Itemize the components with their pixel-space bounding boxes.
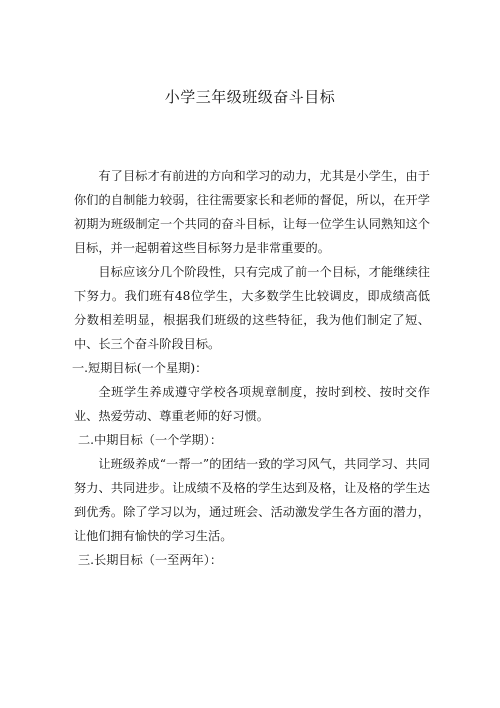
mid-term-heading: 二.中期目标（一个学期）： [78,433,223,447]
short-term-heading: 一.短期目标(一个星期)： [72,361,208,375]
intro-paragraph: 有了目标才有前进的方向和学习的动力，尤其是小学生，由于你们的自制能力较弱，往往需要家长和老师的督促，所以，在开学初期为班级制定一个共同的奋斗目标，让每一位学生认同熟知这个目标，并一起朝着这些目标努力是非常重要的。 [74,169,430,255]
short-term-paragraph: 全班学生养成遵守学校各项规章制度，按时到校、按时交作业、热爱劳动、尊重老师的好习惯。 [74,385,430,423]
document-body [74,164,430,572]
mid-term-paragraph: 让班级养成“一帮一”的团结一致的学习风气，共同学习、共同努力、共同进步。让成绩不及格的学生达到及格，让及格的学生达到优秀。除了学习以为，通过班会、活动激发学生各方面的潜力，让他们拥有愉快的学习生活。 [74,457,430,543]
long-term-heading: 三.长期目标（一至两年）： [78,553,223,567]
stages-paragraph: 目标应该分几个阶段性，只有完成了前一个目标，才能继续往下努力。我们班有48位学生，大多数学生比较调皮，即成绩高低分数相差明显，根据我们班级的这些特征，我为他们制定了短、中、长三个奋斗阶段目标。 [74,265,430,351]
page-title: 小学三年级班级奋斗目标 [164,88,336,106]
